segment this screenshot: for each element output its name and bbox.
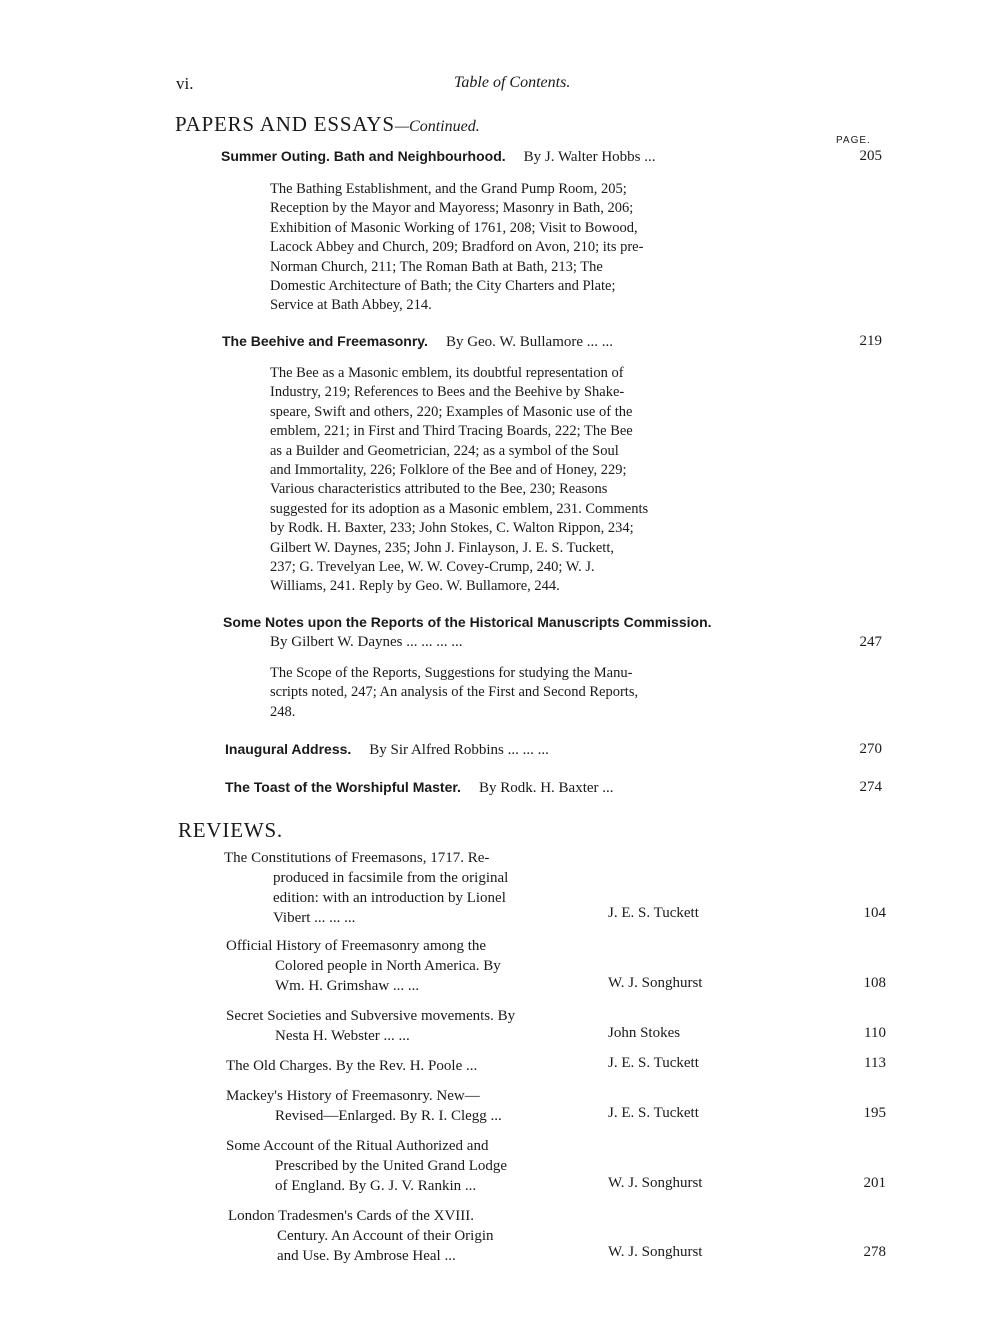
reviewer: W. J. Songhurst bbox=[608, 975, 703, 991]
review-title: The Old Charges. By the Rev. H. Poole ... bbox=[226, 1058, 478, 1074]
review-title: Secret Societies and Subversive movements. By Nesta H. Webster ... ... bbox=[226, 1008, 516, 1044]
reviewer: W. J. Songhurst bbox=[608, 1244, 703, 1260]
entry-byline: By Sir Alfred Robbins ... ... ... bbox=[369, 742, 549, 758]
entry-byline: By Rodk. H. Baxter ... bbox=[478, 780, 614, 796]
section-heading-text: PAPERS AND ESSAYS bbox=[175, 112, 395, 136]
entry-title: The Beehive and Freemasonry. bbox=[222, 333, 428, 349]
toc-entry bbox=[225, 779, 614, 797]
reviewer: John Stokes bbox=[608, 1025, 681, 1041]
toc-entry bbox=[222, 333, 613, 351]
reviewer: J. E. S. Tuckett bbox=[608, 1105, 699, 1121]
review-page: 195 bbox=[863, 1105, 886, 1121]
review-title: Mackey's History of Freemasonry. New— Revised—Enlarged. By R. I. Clegg ... bbox=[226, 1088, 502, 1124]
page-number-roman: vi. bbox=[176, 74, 194, 93]
toc-entry bbox=[221, 148, 656, 166]
section-heading-suffix: —Continued. bbox=[394, 118, 480, 135]
review-page: 104 bbox=[863, 905, 886, 921]
section-heading-reviews: REVIEWS. bbox=[178, 818, 283, 842]
entry-page: 270 bbox=[859, 741, 882, 757]
entry-page: 219 bbox=[859, 333, 882, 349]
entry-page: 274 bbox=[859, 779, 882, 795]
review-page: 278 bbox=[863, 1244, 886, 1260]
entry-byline: By J. Walter Hobbs ... bbox=[523, 149, 656, 165]
entry-page: 205 bbox=[859, 148, 882, 164]
entry-byline: By Gilbert W. Daynes ... ... ... ... bbox=[270, 634, 463, 650]
entry-summary: The Scope of the Reports, Suggestions for studying the Manu- scripts noted, 247; An analysis of the First and Second Reports, 248. bbox=[270, 665, 639, 720]
reviewer: J. E. S. Tuckett bbox=[608, 905, 699, 921]
reviewer: W. J. Songhurst bbox=[608, 1175, 703, 1191]
entry-byline: By Geo. W. Bullamore ... ... bbox=[445, 334, 614, 350]
review-title: London Tradesmen's Cards of the XVIII. Century. An Account of their Origin and Use. By Ambrose Heal ... bbox=[228, 1208, 494, 1264]
entry-summary: The Bathing Establishment, and the Grand Pump Room, 205; Reception by the Mayor and Mayoress; Masonry in Bath, 206; Exhibition of Masonic Working of 1761, 208; Visit to Bowood, Lacock Abbey and Church, 209; Bradford on Avon, 210; its pre- Norman Church, 211; The Roman Bath at Bath, 213; The Domestic Architecture of Bath; the City Charters and Plate; Service at Bath Abbey, 214. bbox=[270, 181, 644, 314]
review-title: Some Account of the Ritual Authorized and Prescribed by the United Grand Lodge of England. By G. J. V. Rankin ... bbox=[226, 1138, 508, 1194]
review-page: 110 bbox=[864, 1025, 886, 1041]
entry-title: The Toast of the Worshipful Master. bbox=[225, 779, 461, 795]
review-page: 108 bbox=[863, 975, 886, 991]
entry-title: Some Notes upon the Reports of the Historical Manuscripts Commission. bbox=[223, 614, 712, 630]
review-page: 201 bbox=[863, 1175, 886, 1191]
entry-title: Inaugural Address. bbox=[225, 741, 352, 757]
page-column-label: PAGE. bbox=[836, 135, 871, 146]
toc-entry bbox=[225, 741, 549, 759]
running-title: Table of Contents. bbox=[454, 74, 571, 91]
reviewer: J. E. S. Tuckett bbox=[608, 1055, 699, 1071]
entry-summary: The Bee as a Masonic emblem, its doubtful representation of Industry, 219; References to Bees and the Beehive by Shake- speare, Swift and others, 220; Examples of Masonic use of the emblem, 221; in First and Third Tracing Boards, 222; The Bee as a Builder and Geometrician, 224; as a symbol of the Soul and Immortality, 226; Folklore of the Bee and of Honey, 229; Various characteristics attributed to the Bee, 230; Reasons suggested for its adoption as a Masonic emblem, 231. Comments by Rodk. H. Baxter, 233; John Stokes, C. Walton Rippon, 234; Gilbert W. Daynes, 235; John J. Finlayson, J. E. S. Tuckett, 237; G. Trevelyan Lee, W. W. Covey-Crump, 240; W. J. Williams, 241. Reply by Geo. W. Bullamore, 244. bbox=[270, 365, 649, 595]
section-heading-papers bbox=[175, 112, 480, 137]
review-page: 113 bbox=[864, 1055, 886, 1071]
review-title: The Constitutions of Freemasons, 1717. Re- produced in facsimile from the original edition: with an introduction by Lionel Vibert ... ... ... bbox=[224, 850, 509, 926]
review-title: Official History of Freemasonry among the Colored people in North America. By Wm. H. Grimshaw ... ... bbox=[226, 938, 501, 994]
entry-title: Summer Outing. Bath and Neighbourhood. bbox=[221, 148, 506, 164]
entry-page: 247 bbox=[859, 634, 882, 650]
